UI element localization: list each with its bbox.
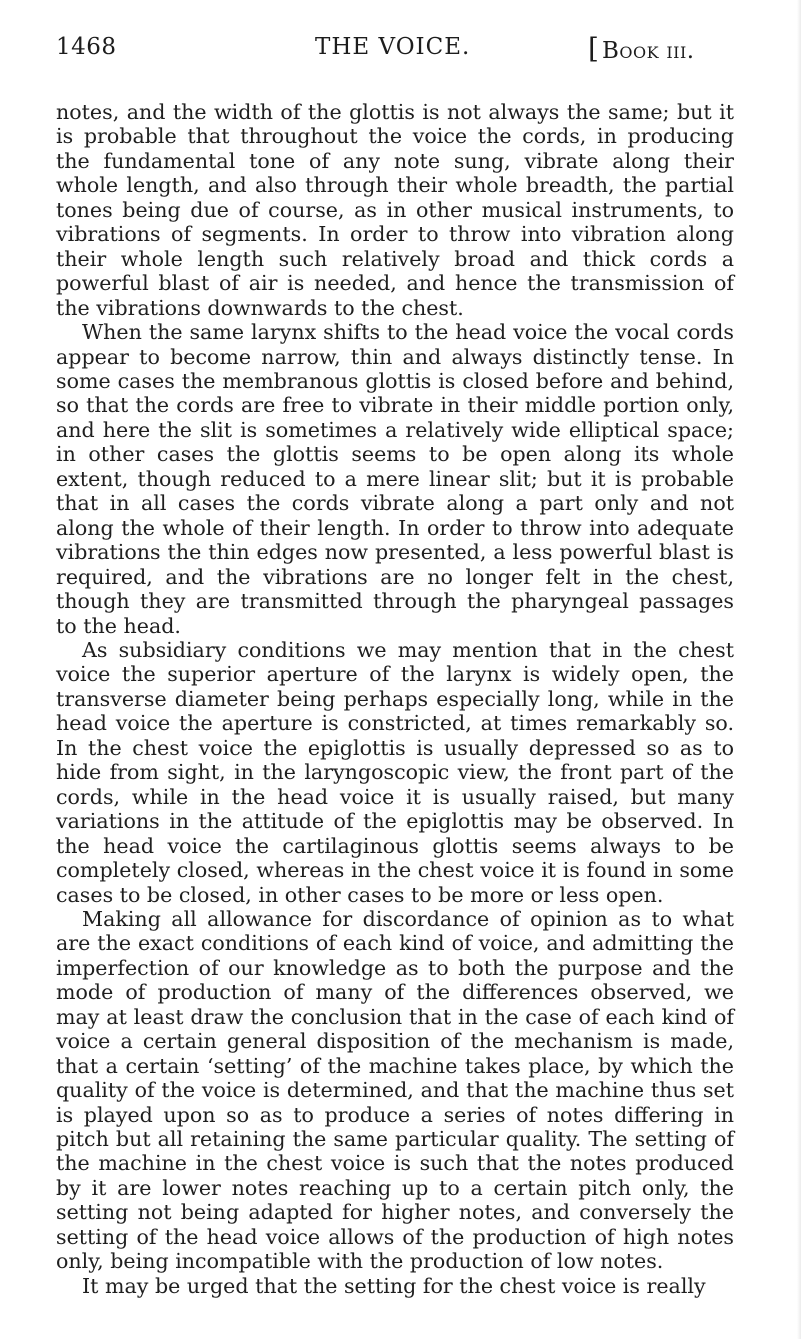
book-section-label <box>588 32 695 65</box>
page-body <box>56 100 734 1298</box>
book-word: Book <box>601 38 660 64</box>
page-header <box>56 34 776 70</box>
paragraph-setting-conclusion: Making all allowance for discordance of opinion as to what are the exact conditions of each kind of voice, and admitting the imperfection of our knowledge as to both the purpose and the mode of production of many of the differences observed, we may at least draw the conclusion that in the case of each kind of voice a certain general disposition of the mechanism is made, that a certain ‘setting’ of the machine takes place, by which the quality of the voice is determined, and that the machine thus set is played upon so as to produce a series of notes differing in pitch but all retaining the same particular quality. The setting of the machine in the chest voice is such that the notes produced by it are lower notes reaching up to a certain pitch only, the setting not being adapted for higher notes, and conversely the setting of the head voice allows of the production of high notes only, being incompatible with the production of low notes. <box>56 906 734 1274</box>
paragraph-continued: notes, and the width of the glottis is not always the same; but it is probable that throughout the voice the cords, in producing the fundamental tone of any note sung, vibrate along their whole length, and also through their whole breadth, the partial tones being due of course, as in other musical instruments, to vibrations of segments. In order to throw into vibration along their whole length such relatively broad and thick cords a powerful blast of air is needed, and hence the transmission of the vibrations downwards to the chest. <box>56 100 734 320</box>
running-title: THE VOICE. <box>315 34 471 60</box>
paragraph-final-line: It may be urged that the setting for the chest voice is really <box>82 1273 706 1298</box>
paragraph-head-voice: When the same larynx shifts to the head voice the vocal cords appear to become narrow, thin and always distinctly tense. In some cases the membranous glottis is closed before and behind, so that the cords are free to vibrate in their middle portion only, and here the slit is sometimes a relatively wide elliptical space; in other cases the glottis seems to be open along its whole extent, though reduced to a mere linear slit; but it is probable that in all cases the cords vibrate along a part only and not along the whole of their length. In order to throw into adequate vibrations the thin edges now presented, a less powerful blast is required, and the vibrations are no longer felt in the chest, though they are transmitted through the pharyngeal passages to the head. <box>56 320 734 638</box>
paragraph-subsidiary-conditions: As subsidiary conditions we may mention that in the chest voice the superior aperture of the larynx is widely open, the transverse diameter being perhaps especially long, while in the head voice the aperture is constricted, at times remarkably so. In the chest voice the epiglottis is usually depressed so as to hide from sight, in the laryngoscopic view, the front part of the cords, while in the head voice it is usually raised, but many variations in the attitude of the epiglottis may be observed. In the head voice the cartilaginous glottis seems always to be completely closed, whereas in the chest voice it is found in some cases to be closed, in other cases to be more or less open. <box>56 637 734 907</box>
book-numeral: iii. <box>666 38 695 64</box>
page-number: 1468 <box>56 34 117 60</box>
page-edge-shadow <box>797 0 801 1339</box>
book-bracket: [ <box>588 32 599 65</box>
